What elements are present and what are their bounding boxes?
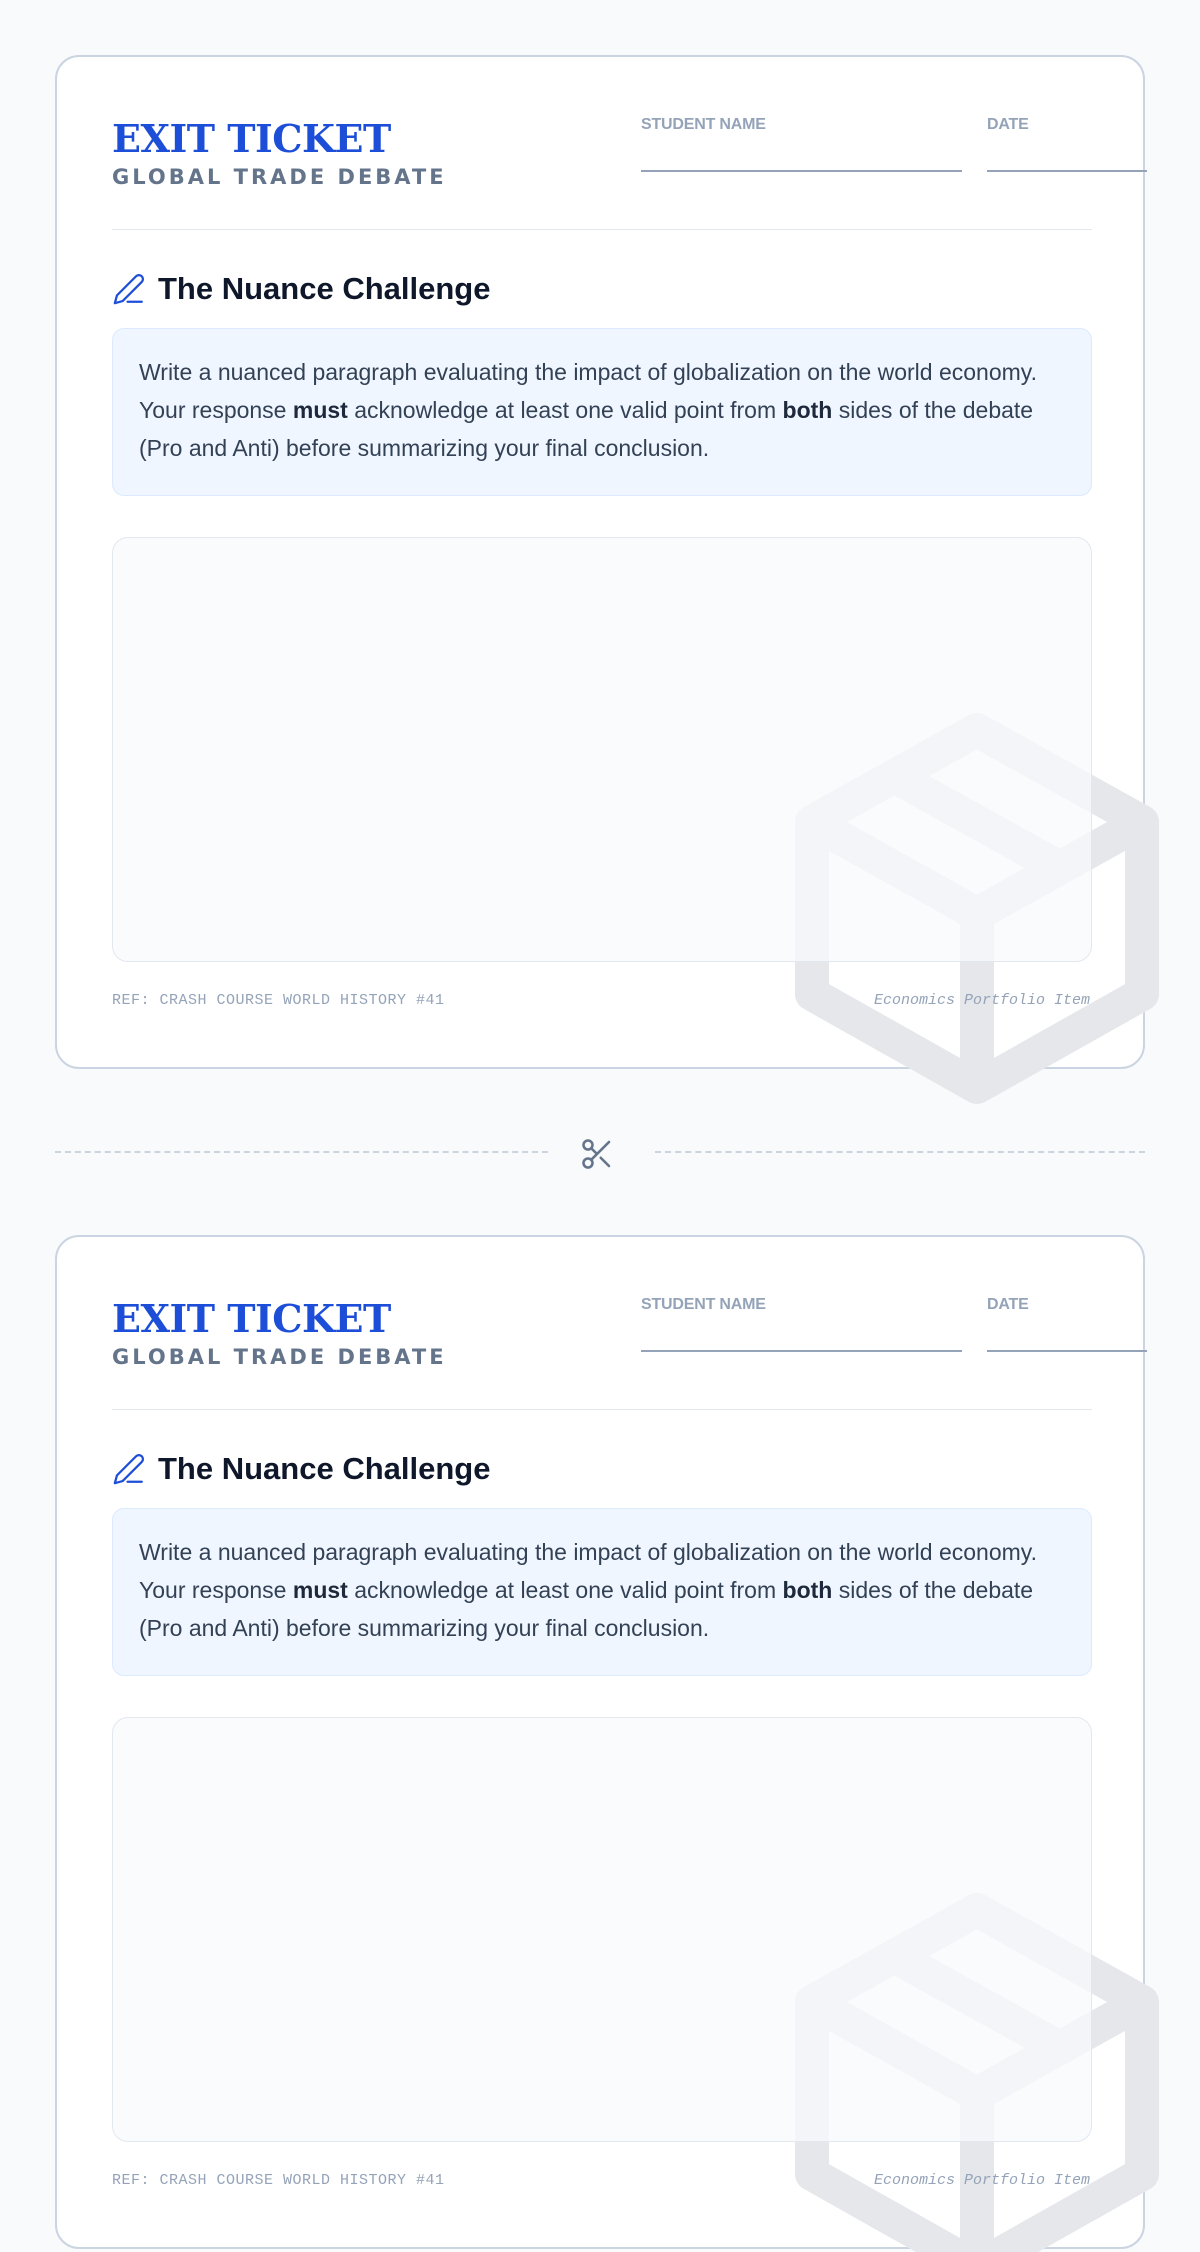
prompt-text: Write a nuanced paragraph evaluating the impact of globalization on the world economy. Your response bbox=[139, 1539, 1037, 1603]
date-label: DATE bbox=[987, 116, 1029, 133]
date-line[interactable] bbox=[987, 170, 1147, 172]
student-name-field[interactable] bbox=[641, 1297, 962, 1313]
prompt-emphasis: must bbox=[292, 1577, 348, 1603]
section-heading bbox=[112, 1449, 490, 1489]
scissors-icon bbox=[579, 1136, 615, 1172]
prompt-emphasis: must bbox=[292, 397, 348, 423]
ticket-title: EXIT TICKET bbox=[112, 116, 391, 161]
section-title: The Nuance Challenge bbox=[158, 1451, 491, 1486]
student-name-line[interactable] bbox=[641, 1350, 962, 1352]
prompt-box bbox=[112, 328, 1092, 496]
student-name-field[interactable] bbox=[641, 117, 962, 133]
ticket-header bbox=[112, 117, 1092, 230]
dashed-line-right bbox=[655, 1151, 1145, 1153]
prompt-text: sides of the debate (Pro and Anti) before summarizing your final conclusion. bbox=[139, 1577, 1034, 1641]
portfolio-note: Economics Portfolio Item bbox=[873, 2172, 1090, 2189]
pencil-icon bbox=[112, 1452, 146, 1486]
pencil-icon bbox=[112, 272, 146, 306]
exit-ticket-card bbox=[55, 1235, 1145, 2249]
student-name-label: STUDENT NAME bbox=[641, 1296, 766, 1313]
dashed-line-left bbox=[55, 1151, 548, 1153]
date-line[interactable] bbox=[987, 1350, 1147, 1352]
exit-ticket-card bbox=[55, 55, 1145, 1069]
answer-area[interactable] bbox=[112, 1717, 1092, 2142]
date-field[interactable] bbox=[987, 117, 1147, 133]
date-field[interactable] bbox=[987, 1297, 1147, 1313]
prompt-emphasis: both bbox=[782, 1577, 833, 1603]
cut-line bbox=[55, 1130, 1145, 1190]
ticket-title: EXIT TICKET bbox=[112, 1296, 391, 1341]
student-name-line[interactable] bbox=[641, 170, 962, 172]
prompt-text: Write a nuanced paragraph evaluating the impact of globalization on the world economy. Your response bbox=[139, 359, 1037, 423]
answer-area[interactable] bbox=[112, 537, 1092, 962]
reference-text: REF: CRASH COURSE WORLD HISTORY #41 bbox=[112, 2172, 445, 2189]
section-heading bbox=[112, 269, 490, 309]
prompt-text: sides of the debate (Pro and Anti) before summarizing your final conclusion. bbox=[139, 397, 1034, 461]
prompt-emphasis: both bbox=[782, 397, 833, 423]
student-name-label: STUDENT NAME bbox=[641, 116, 766, 133]
reference-text: REF: CRASH COURSE WORLD HISTORY #41 bbox=[112, 992, 445, 1009]
portfolio-note: Economics Portfolio Item bbox=[873, 992, 1090, 1009]
section-title: The Nuance Challenge bbox=[158, 271, 491, 306]
prompt-box bbox=[112, 1508, 1092, 1676]
prompt-text: acknowledge at least one valid point from bbox=[347, 397, 783, 423]
date-label: DATE bbox=[987, 1296, 1029, 1313]
ticket-subtitle: GLOBAL TRADE DEBATE bbox=[112, 165, 447, 189]
ticket-header bbox=[112, 1297, 1092, 1410]
ticket-subtitle: GLOBAL TRADE DEBATE bbox=[112, 1345, 447, 1369]
prompt-text: acknowledge at least one valid point from bbox=[347, 1577, 783, 1603]
